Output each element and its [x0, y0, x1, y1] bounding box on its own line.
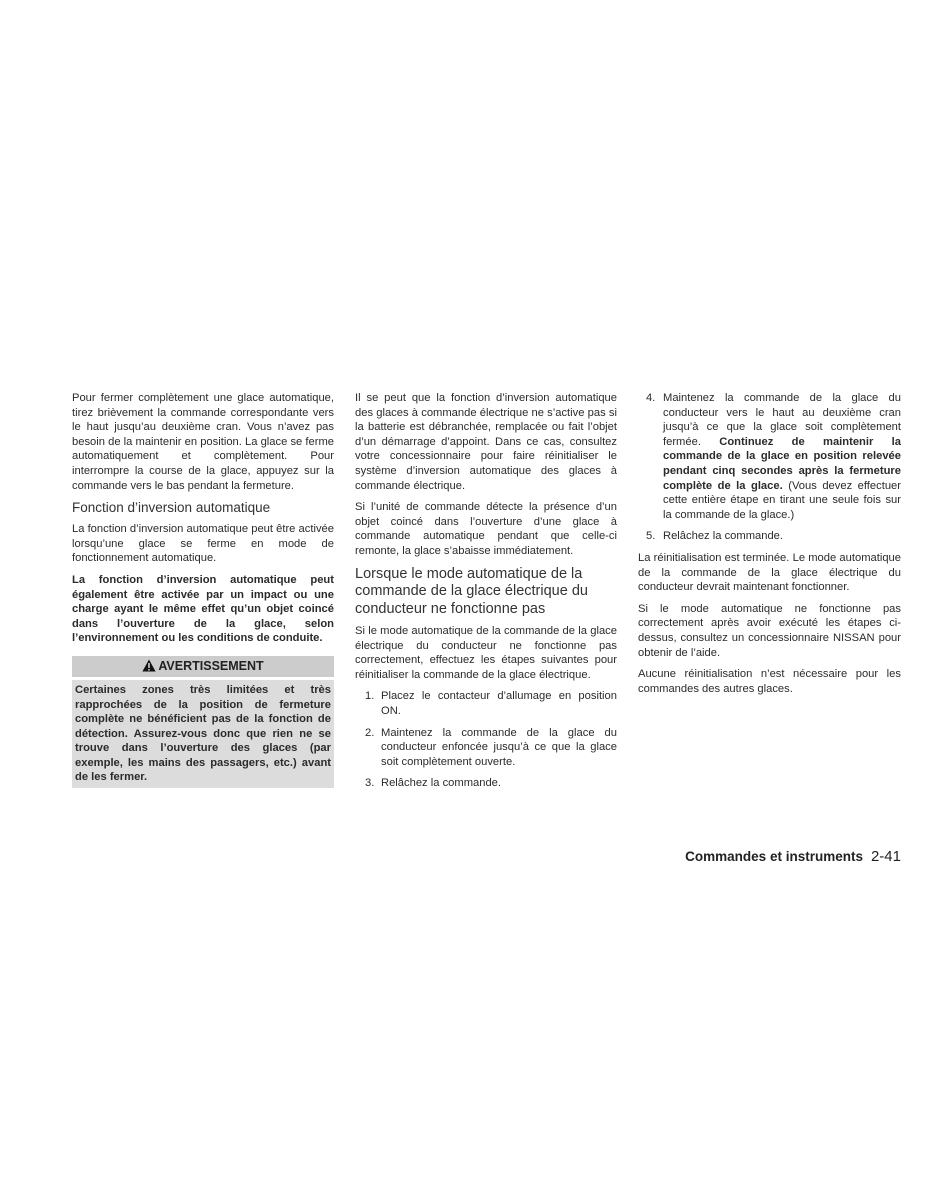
- steps-list-continued: [638, 391, 901, 544]
- step-number: 2.: [365, 726, 375, 739]
- paragraph-reset-intro: Si le mode automatique de la commande de la glace électrique du conducteur ne fonctionne pas correctement, effectuez les étapes suivantes pour réinitialiser la commande de la glace électrique.: [355, 625, 617, 681]
- paragraph-contact-dealer: Si le mode automatique ne fonctionne pas correctement après avoir exécuté les étapes ci-dessus, consultez un concessionnaire NISSAN pour obtenir de l’aide.: [638, 602, 901, 659]
- paragraph-closing-auto: Pour fermer complètement une glace automatique, tirez brièvement la commande correspondante vers le haut jusqu’au deuxième cran. Vous n’avez pas besoin de la maintenir en position. La glace se ferme automatiquement et complètement. Pour interrompre la course de la glace, appuyez sur la commande vers le bas pendant la fermeture.: [72, 392, 334, 492]
- paragraph-auto-reverse: La fonction d’inversion automatique peut être activée lorsqu’une glace se ferme en mode de fonctionnement automatique.: [72, 523, 334, 565]
- footer-section-title: Commandes et instruments: [685, 849, 863, 864]
- warning-box: [72, 656, 334, 788]
- paragraph-battery: Il se peut que la fonction d’inversion automatique des glaces à commande électrique ne s’active pas si la batterie est débranchée, remplacée ou fait l’objet d’un démarrage d’appoint. Dans ce cas, consultez votre concessionnaire pour faire réinitialiser le système d’inversion automatique des glaces à commande électrique.: [355, 392, 617, 492]
- column-left: [72, 391, 334, 788]
- paragraph-detection: Si l’unité de commande détecte la présence d’un objet coincé dans l’ouverture d’une glace à commande automatique pendant que celle-ci remonte, la glace s’abaisse immédiatement.: [355, 501, 617, 557]
- list-item: [355, 689, 617, 718]
- step-number: 1.: [365, 690, 375, 703]
- step-text: Maintenez la commande de la glace du conducteur vers le haut au deuxième cran jusqu’à ce que la glace soit complètement fermée.: [663, 392, 901, 448]
- list-item: [355, 726, 617, 770]
- step-text: Placez le contacteur d’allumage en position ON.: [381, 690, 617, 717]
- page-number: 2-41: [870, 848, 901, 865]
- step-text-note: (Vous devez effectuer cette entière étape en tirant une seule fois sur la commande de la glace.): [663, 479, 902, 521]
- heading-driver-auto-mode: Lorsque le mode automatique de la commande de la glace électrique du conducteur ne fonctionne pas: [355, 565, 588, 617]
- step-text: Relâchez la commande.: [381, 777, 502, 790]
- warning-header: [72, 656, 334, 677]
- list-item: [638, 529, 901, 544]
- step-text: Maintenez la commande de la glace du conducteur enfoncée jusqu’à ce que la glace soit complètement ouverte.: [381, 726, 617, 768]
- list-item: [355, 776, 617, 791]
- paragraph-other-windows: Aucune réinitialisation n’est nécessaire pour les commandes des autres glaces.: [638, 668, 901, 695]
- warning-title: AVERTISSEMENT: [158, 658, 264, 673]
- list-item: [638, 391, 901, 522]
- paragraph-reset-done: La réinitialisation est terminée. Le mode automatique de la commande de la glace électrique du conducteur devrait maintenant fonctionner.: [638, 551, 901, 594]
- column-middle: [355, 391, 617, 798]
- step-text-bold: Continuez de maintenir la commande de la glace en position relevée pendant cinq secondes après la fermeture complète de la glace.: [663, 435, 901, 492]
- warning-text: Certaines zones très limitées et très rapprochées de la position de fermeture complète ne bénéficient pas de la fonction de détection. Assurez-vous donc que rien ne se trouve dans l’ouverture des glaces (par exemple, les mains des passagers, etc.) avant de les fermer.: [72, 680, 334, 788]
- page-footer: [685, 848, 901, 866]
- heading-auto-reverse: Fonction d’inversion automatique: [72, 500, 271, 516]
- warning-triangle-icon: [142, 659, 156, 672]
- step-number: 4.: [646, 392, 656, 404]
- column-right: [638, 391, 901, 703]
- paragraph-auto-reverse-bold: La fonction d’inversion automatique peut également être activée par un impact ou une charge ayant le même effet qu’un objet coincé dans l’ouverture de la glace, selon l’environnement ou les conditions de conduite.: [72, 573, 334, 645]
- step-number: 3.: [365, 777, 375, 790]
- step-number: 5.: [646, 530, 656, 543]
- step-text: Relâchez la commande.: [663, 530, 784, 543]
- steps-list: [355, 689, 617, 791]
